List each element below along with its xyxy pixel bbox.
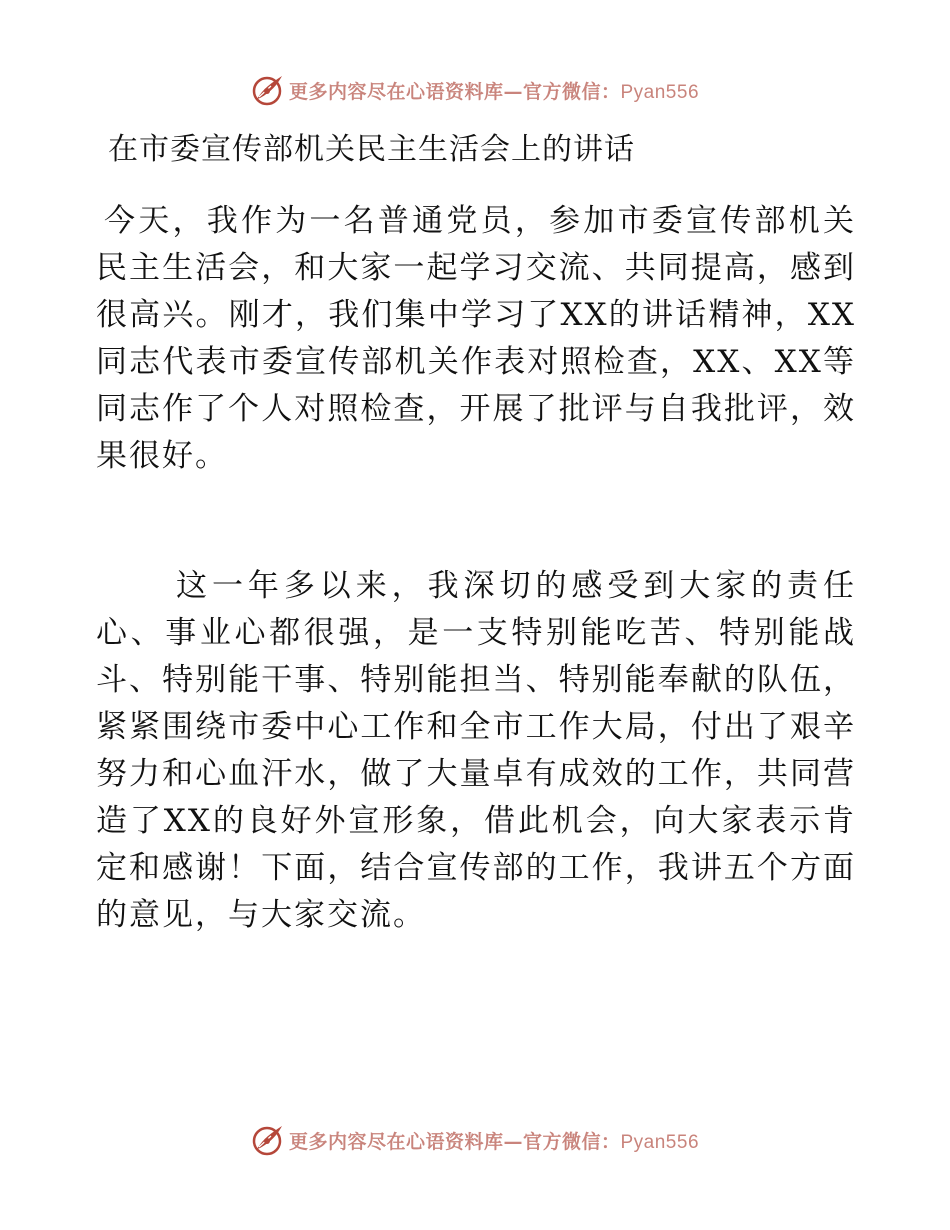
watermark-brand: Pyan556 xyxy=(620,81,700,103)
feather-pen-seal-icon xyxy=(251,1123,285,1157)
document-title: 在市委宣传部机关民主生活会上的讲话 xyxy=(108,132,635,167)
header-watermark xyxy=(0,70,950,110)
feather-pen-seal-icon xyxy=(251,73,285,107)
watermark-brand: Pyan556 xyxy=(620,1131,700,1153)
watermark-text: 更多内容尽在心语资料库—官方微信：Pyan556 xyxy=(288,80,700,103)
watermark-text: 更多内容尽在心语资料库—官方微信：Pyan556 xyxy=(288,1130,700,1153)
paragraph-1: 今天，我作为一名普通党员，参加市委宣传部机关民主生活会，和大家一起学习交流、共同提高，感到很高兴。刚才，我们集中学习了XX的讲话精神，XX同志代表市委宣传部机关作表对照检查，XX、XX等同志作了个人对照检查，开展了批评与自我批评，效果很好。 xyxy=(96,203,856,474)
paragraph-2: 这一年多以来，我深切的感受到大家的责任心、事业心都很强，是一支特别能吃苦、特别能战斗、特别能干事、特别能担当、特别能奉献的队伍，紧紧围绕市委中心工作和全市工作大局，付出了艰辛努力和心血汗水，做了大量卓有成效的工作，共同营造了XX的良好外宣形象，借此机会，向大家表示肯定和感谢！下面，结合宣传部的工作，我讲五个方面的意见，与大家交流。 xyxy=(96,568,856,933)
footer-watermark xyxy=(0,1120,950,1160)
